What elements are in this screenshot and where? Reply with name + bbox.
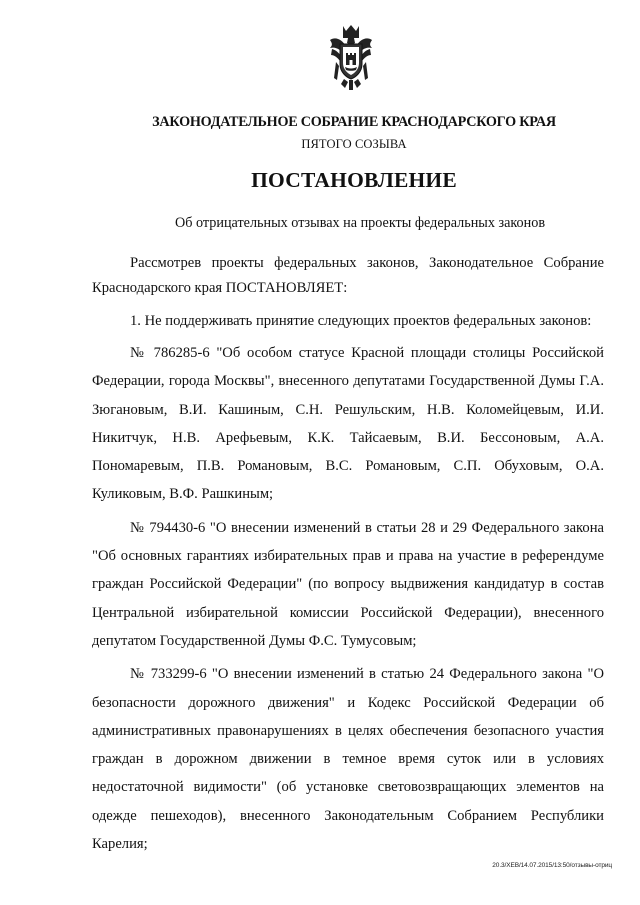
organization-name: ЗАКОНОДАТЕЛЬНОЕ СОБРАНИЕ КРАСНОДАРСКОГО КРАЯ xyxy=(152,114,556,130)
convocation: ПЯТОГО СОЗЫВА xyxy=(301,137,407,151)
coat-of-arms-icon xyxy=(326,22,376,92)
document-code: 20.3/ХЕВ/14.07.2015/13:50/отзывы-отриц xyxy=(492,862,612,869)
intro-paragraph: Рассмотрев проекты федеральных законов, Законодательное Собрание Краснодарского края ПОСТАНОВЛЯЕТ: xyxy=(92,255,604,296)
law-paragraph: № 733299-6 "О внесении изменений в статью 24 Федерального закона "О безопасности дорожного движения" и Кодекс Российской Федерации об административных правонарушениях в целях обеспечения безопасного участия граждан в дорожном движении в темное время суток или в условиях недостаточной видимости" (об установке световозвращающих элементов на одежде пешеходов), внесенного Законодательным Собранием Республики Карелия; xyxy=(92,666,604,853)
resolution-subject: Об отрицательных отзывах на проекты федеральных законов xyxy=(174,215,546,231)
resolution-body xyxy=(92,251,604,858)
item-1-paragraph: 1. Не поддерживать принятие следующих проектов федеральных законов: xyxy=(130,313,592,329)
law-paragraph: № 786285-6 "Об особом статусе Красной площади столицы Российской Федерации, города Москвы", внесенного депутатами Государственной Думы Г.А. Зюгановым, В.И. Кашиным, С.Н. Решульским, Н.В. Коломейцевым, И.И. Никитчук, Н.В. Арефьевым, К.К. Тайсаевым, В.И. Бессоновым, А.А. Пономаревым, П.В. Романовым, В.С. Романовым, С.П. Обуховым, О.А. Куликовым, В.Ф. Рашкиным; xyxy=(92,345,604,503)
document-type-title: ПОСТАНОВЛЕНИЕ xyxy=(251,168,457,192)
law-paragraph: № 794430-6 "О внесении изменений в статьи 28 и 29 Федерального закона "Об основных гарантиях избирательных прав и права на участие в референдуме граждан Российской Федерации" (по вопросу выдвижения кандидатур в состав Центральной избирательной комиссии Российской Федерации), внесенного депутатом Государственной Думы Ф.С. Тумусовым; xyxy=(92,519,604,649)
